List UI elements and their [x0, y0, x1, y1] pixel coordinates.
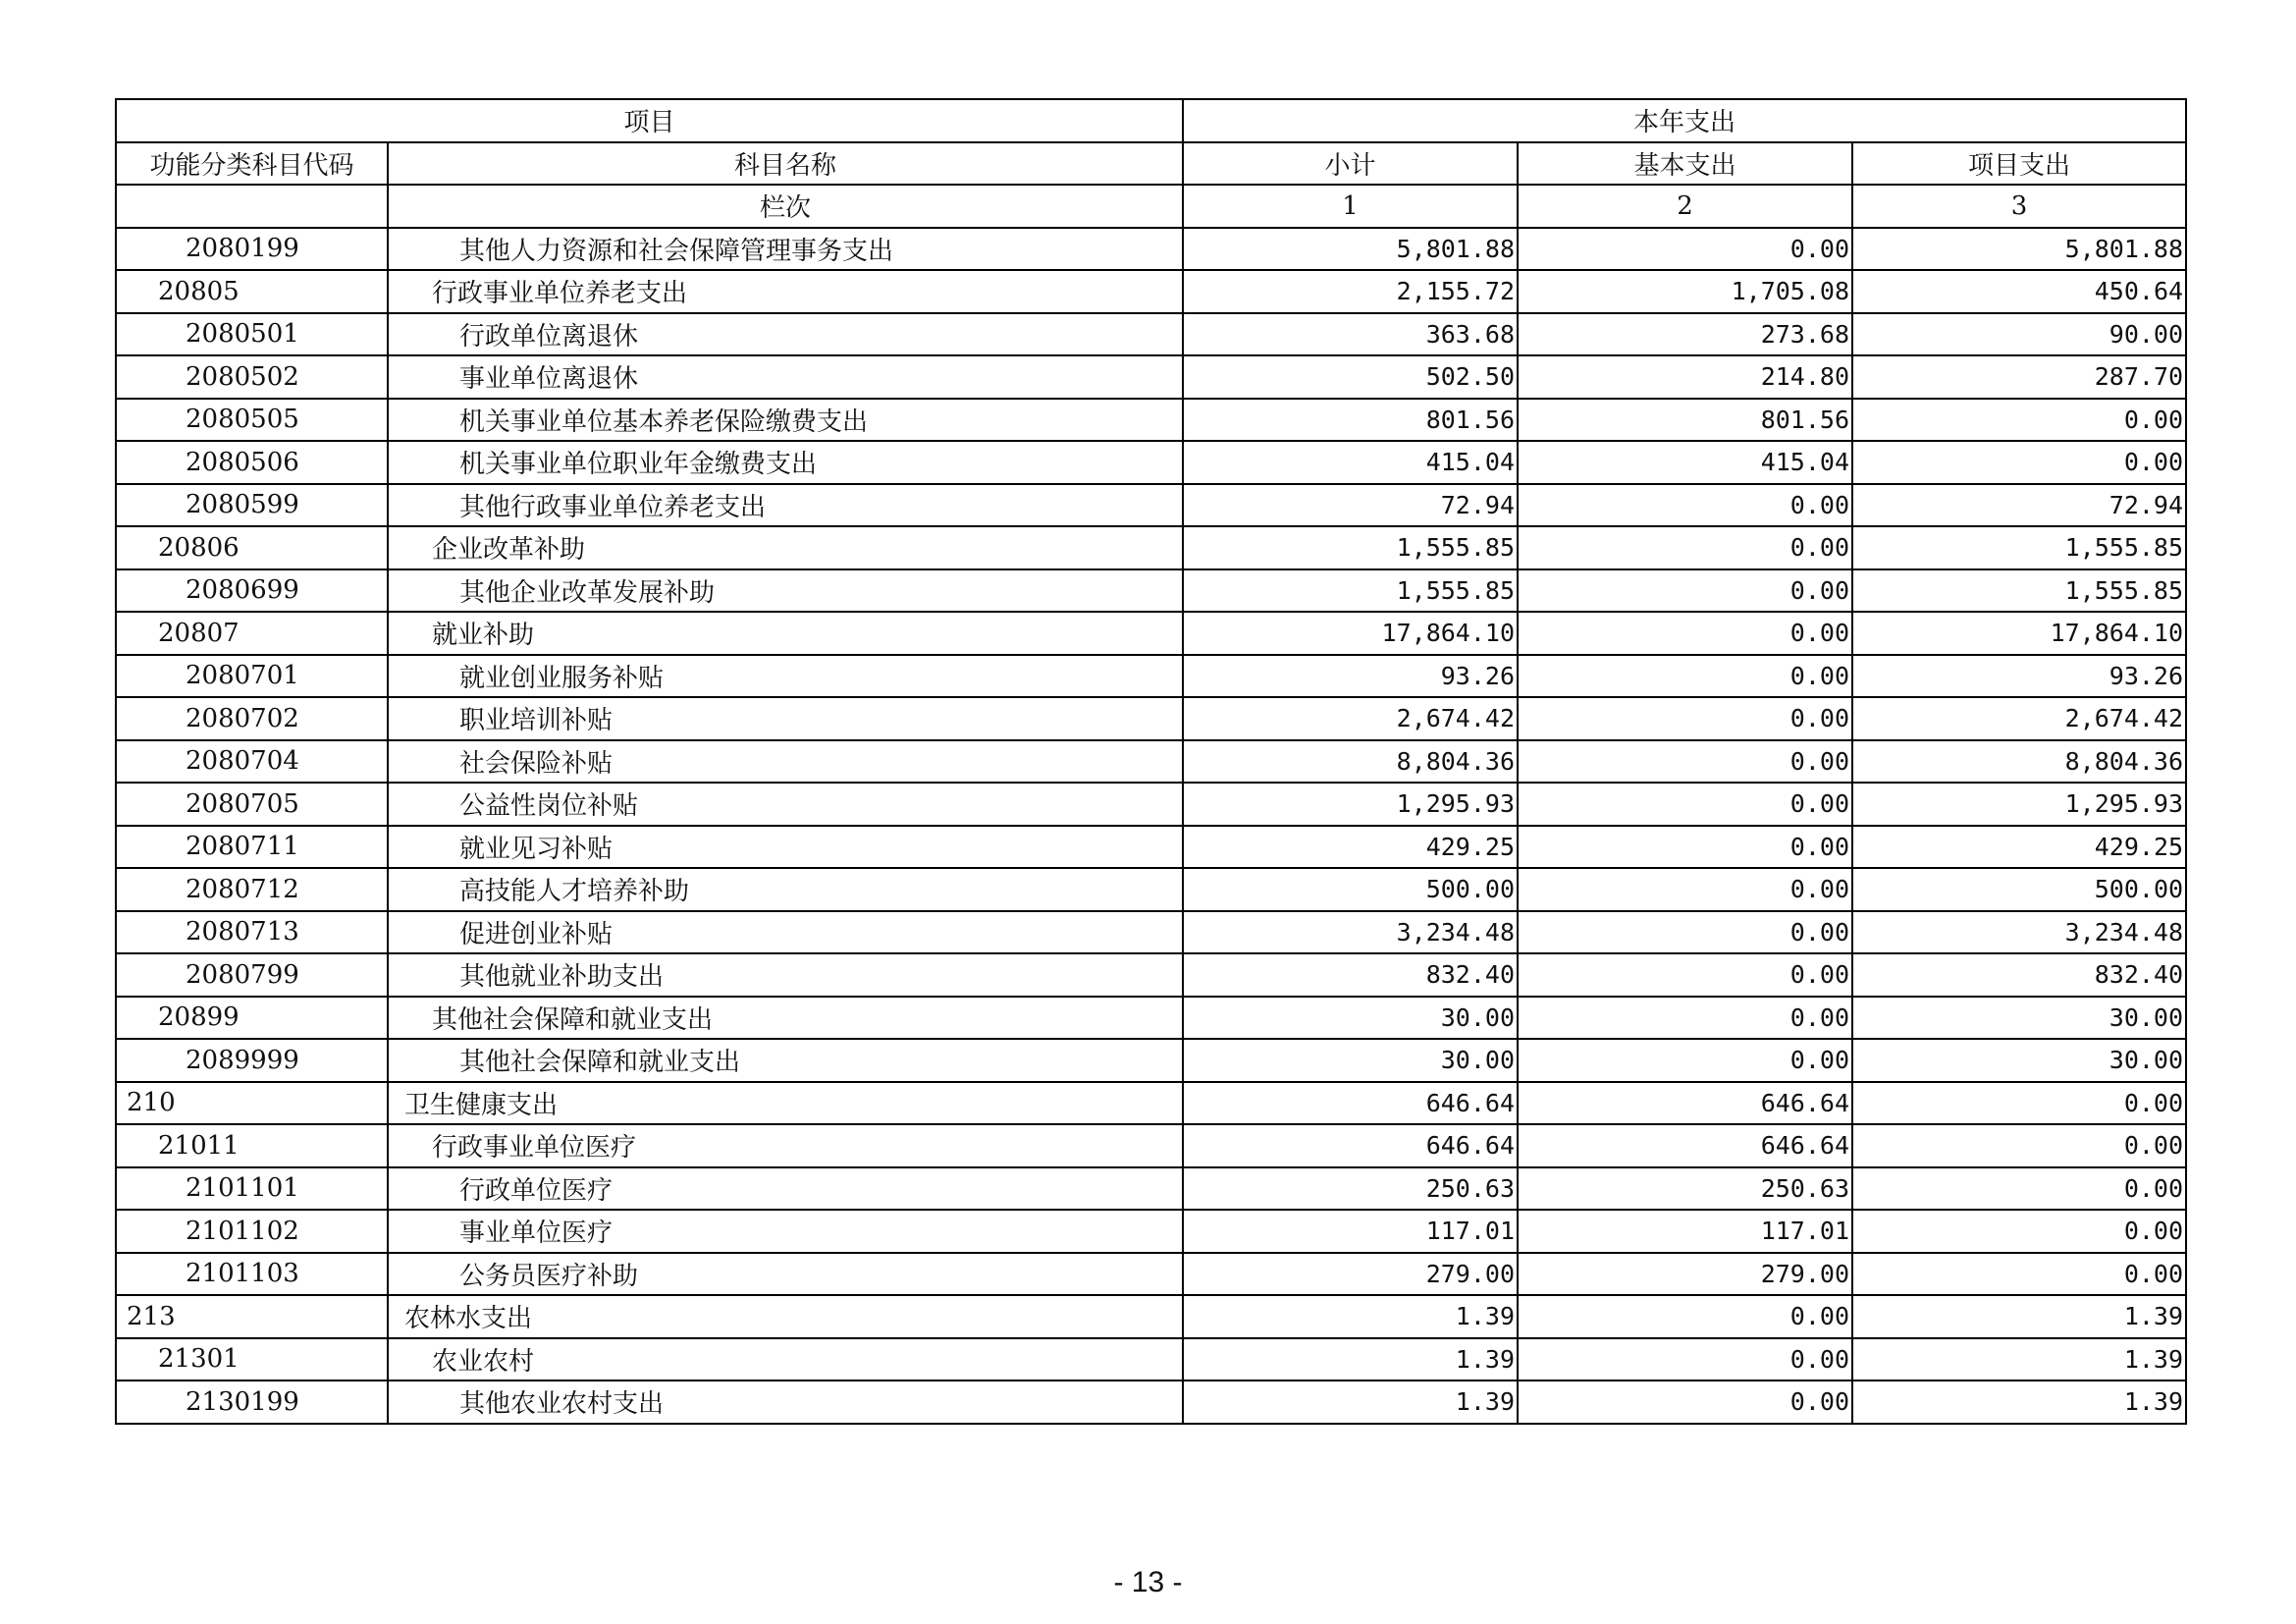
row-basic: 1,705.08 — [1518, 270, 1852, 313]
row-code: 2080799 — [116, 953, 388, 997]
row-name: 促进创业补贴 — [388, 911, 1183, 954]
header-col2: 2 — [1518, 185, 1852, 228]
row-basic: 117.01 — [1518, 1210, 1852, 1253]
table-row — [116, 1380, 2186, 1424]
row-subtotal: 2,674.42 — [1183, 697, 1518, 740]
header-basic: 基本支出 — [1518, 142, 1852, 186]
row-program: 0.00 — [1852, 1124, 2186, 1167]
row-code: 2080712 — [116, 868, 388, 911]
row-code: 20806 — [116, 526, 388, 569]
header-expense: 本年支出 — [1183, 99, 2186, 142]
row-code: 2080599 — [116, 484, 388, 527]
row-program: 3,234.48 — [1852, 911, 2186, 954]
row-name: 其他农业农村支出 — [388, 1380, 1183, 1424]
row-name: 其他就业补助支出 — [388, 953, 1183, 997]
row-code: 2080199 — [116, 228, 388, 271]
row-subtotal: 502.50 — [1183, 355, 1518, 399]
row-basic: 0.00 — [1518, 740, 1852, 784]
row-name: 行政单位离退休 — [388, 313, 1183, 356]
row-name: 高技能人才培养补助 — [388, 868, 1183, 911]
row-basic: 0.00 — [1518, 484, 1852, 527]
table-row — [116, 997, 2186, 1040]
table-row — [116, 1124, 2186, 1167]
table-row — [116, 1082, 2186, 1125]
row-program: 0.00 — [1852, 1167, 2186, 1211]
row-subtotal: 363.68 — [1183, 313, 1518, 356]
table-row — [116, 612, 2186, 655]
row-basic: 0.00 — [1518, 569, 1852, 613]
header-column-label: 栏次 — [388, 185, 1183, 228]
row-code: 210 — [116, 1082, 388, 1125]
row-name: 就业见习补贴 — [388, 826, 1183, 869]
table-row — [116, 228, 2186, 271]
row-subtotal: 17,864.10 — [1183, 612, 1518, 655]
table-row — [116, 911, 2186, 954]
row-name: 其他社会保障和就业支出 — [388, 997, 1183, 1040]
row-program: 0.00 — [1852, 1082, 2186, 1125]
row-basic: 415.04 — [1518, 441, 1852, 484]
row-name: 其他人力资源和社会保障管理事务支出 — [388, 228, 1183, 271]
row-basic: 0.00 — [1518, 1039, 1852, 1082]
row-program: 72.94 — [1852, 484, 2186, 527]
table-row — [116, 270, 2186, 313]
table-row — [116, 1338, 2186, 1381]
row-subtotal: 30.00 — [1183, 997, 1518, 1040]
table-row — [116, 655, 2186, 698]
row-basic: 0.00 — [1518, 526, 1852, 569]
row-program: 8,804.36 — [1852, 740, 2186, 784]
table-row — [116, 484, 2186, 527]
row-subtotal: 1,555.85 — [1183, 569, 1518, 613]
row-program: 0.00 — [1852, 441, 2186, 484]
table-row — [116, 526, 2186, 569]
row-basic: 0.00 — [1518, 868, 1852, 911]
row-code: 2080699 — [116, 569, 388, 613]
row-basic: 250.63 — [1518, 1167, 1852, 1211]
row-subtotal: 3,234.48 — [1183, 911, 1518, 954]
row-basic: 0.00 — [1518, 612, 1852, 655]
table-body — [116, 99, 2186, 1424]
row-program: 1,295.93 — [1852, 783, 2186, 826]
row-subtotal: 1.39 — [1183, 1338, 1518, 1381]
row-subtotal: 117.01 — [1183, 1210, 1518, 1253]
table-row — [116, 1039, 2186, 1082]
row-basic: 646.64 — [1518, 1124, 1852, 1167]
table-row — [116, 313, 2186, 356]
row-basic: 0.00 — [1518, 1380, 1852, 1424]
table-row — [116, 953, 2186, 997]
row-program: 0.00 — [1852, 1253, 2186, 1296]
row-code: 2080701 — [116, 655, 388, 698]
row-program: 90.00 — [1852, 313, 2186, 356]
row-code: 2101102 — [116, 1210, 388, 1253]
row-name: 其他企业改革发展补助 — [388, 569, 1183, 613]
row-name: 机关事业单位基本养老保险缴费支出 — [388, 399, 1183, 442]
row-name: 事业单位离退休 — [388, 355, 1183, 399]
row-subtotal: 279.00 — [1183, 1253, 1518, 1296]
row-name: 就业补助 — [388, 612, 1183, 655]
row-subtotal: 2,155.72 — [1183, 270, 1518, 313]
table-row — [116, 1167, 2186, 1211]
table-row — [116, 783, 2186, 826]
row-name: 事业单位医疗 — [388, 1210, 1183, 1253]
row-basic: 273.68 — [1518, 313, 1852, 356]
row-subtotal: 30.00 — [1183, 1039, 1518, 1082]
header-row-2 — [116, 142, 2186, 186]
row-basic: 0.00 — [1518, 228, 1852, 271]
row-program: 1,555.85 — [1852, 569, 2186, 613]
row-subtotal: 93.26 — [1183, 655, 1518, 698]
row-subtotal: 1,555.85 — [1183, 526, 1518, 569]
row-basic: 801.56 — [1518, 399, 1852, 442]
row-name: 农林水支出 — [388, 1295, 1183, 1338]
row-name: 企业改革补助 — [388, 526, 1183, 569]
row-code: 2089999 — [116, 1039, 388, 1082]
row-code: 21301 — [116, 1338, 388, 1381]
row-code: 20807 — [116, 612, 388, 655]
page-number: - 13 - — [1113, 1566, 1183, 1598]
table-row — [116, 441, 2186, 484]
row-code: 2080502 — [116, 355, 388, 399]
header-code: 功能分类科目代码 — [116, 142, 388, 186]
table-row — [116, 868, 2186, 911]
row-program: 2,674.42 — [1852, 697, 2186, 740]
table-row — [116, 1253, 2186, 1296]
row-basic: 0.00 — [1518, 655, 1852, 698]
table-row — [116, 826, 2186, 869]
table-row — [116, 569, 2186, 613]
row-program: 0.00 — [1852, 1210, 2186, 1253]
row-program: 500.00 — [1852, 868, 2186, 911]
row-program: 832.40 — [1852, 953, 2186, 997]
row-program: 5,801.88 — [1852, 228, 2186, 271]
row-program: 93.26 — [1852, 655, 2186, 698]
header-col1: 1 — [1183, 185, 1518, 228]
row-program: 1.39 — [1852, 1338, 2186, 1381]
row-subtotal: 1.39 — [1183, 1295, 1518, 1338]
row-code: 2080711 — [116, 826, 388, 869]
row-subtotal: 72.94 — [1183, 484, 1518, 527]
header-program: 项目支出 — [1852, 142, 2186, 186]
row-subtotal: 832.40 — [1183, 953, 1518, 997]
row-subtotal: 646.64 — [1183, 1124, 1518, 1167]
row-code: 2101101 — [116, 1167, 388, 1211]
row-subtotal: 500.00 — [1183, 868, 1518, 911]
row-basic: 646.64 — [1518, 1082, 1852, 1125]
row-name: 公务员医疗补助 — [388, 1253, 1183, 1296]
header-subtotal: 小计 — [1183, 142, 1518, 186]
header-row-3 — [116, 185, 2186, 228]
row-code: 20805 — [116, 270, 388, 313]
row-program: 0.00 — [1852, 399, 2186, 442]
table-row — [116, 740, 2186, 784]
header-col3: 3 — [1852, 185, 2186, 228]
row-name: 其他社会保障和就业支出 — [388, 1039, 1183, 1082]
expenditure-table — [115, 98, 2187, 1425]
header-name: 科目名称 — [388, 142, 1183, 186]
row-program: 1.39 — [1852, 1380, 2186, 1424]
row-name: 职业培训补贴 — [388, 697, 1183, 740]
table-row — [116, 1210, 2186, 1253]
row-basic: 0.00 — [1518, 783, 1852, 826]
row-subtotal: 415.04 — [1183, 441, 1518, 484]
row-basic: 0.00 — [1518, 953, 1852, 997]
row-subtotal: 1,295.93 — [1183, 783, 1518, 826]
row-basic: 214.80 — [1518, 355, 1852, 399]
row-subtotal: 429.25 — [1183, 826, 1518, 869]
table-row — [116, 1295, 2186, 1338]
row-program: 17,864.10 — [1852, 612, 2186, 655]
row-program: 30.00 — [1852, 997, 2186, 1040]
row-name: 农业农村 — [388, 1338, 1183, 1381]
header-blank-cell — [116, 185, 388, 228]
row-basic: 0.00 — [1518, 697, 1852, 740]
row-program: 1.39 — [1852, 1295, 2186, 1338]
row-subtotal: 1.39 — [1183, 1380, 1518, 1424]
row-name: 其他行政事业单位养老支出 — [388, 484, 1183, 527]
row-subtotal: 5,801.88 — [1183, 228, 1518, 271]
row-basic: 0.00 — [1518, 911, 1852, 954]
row-code: 2080501 — [116, 313, 388, 356]
header-row-1 — [116, 99, 2186, 142]
row-basic: 0.00 — [1518, 826, 1852, 869]
row-code: 2101103 — [116, 1253, 388, 1296]
row-code: 2080704 — [116, 740, 388, 784]
row-name: 行政单位医疗 — [388, 1167, 1183, 1211]
row-basic: 0.00 — [1518, 1338, 1852, 1381]
row-subtotal: 801.56 — [1183, 399, 1518, 442]
row-name: 卫生健康支出 — [388, 1082, 1183, 1125]
row-program: 450.64 — [1852, 270, 2186, 313]
row-code: 2080713 — [116, 911, 388, 954]
table-row — [116, 355, 2186, 399]
row-code: 2080702 — [116, 697, 388, 740]
row-code: 2130199 — [116, 1380, 388, 1424]
row-program: 429.25 — [1852, 826, 2186, 869]
row-name: 就业创业服务补贴 — [388, 655, 1183, 698]
row-program: 30.00 — [1852, 1039, 2186, 1082]
row-code: 20899 — [116, 997, 388, 1040]
row-basic: 279.00 — [1518, 1253, 1852, 1296]
row-basic: 0.00 — [1518, 1295, 1852, 1338]
row-name: 行政事业单位养老支出 — [388, 270, 1183, 313]
row-code: 2080705 — [116, 783, 388, 826]
row-name: 行政事业单位医疗 — [388, 1124, 1183, 1167]
row-subtotal: 8,804.36 — [1183, 740, 1518, 784]
row-subtotal: 250.63 — [1183, 1167, 1518, 1211]
row-program: 1,555.85 — [1852, 526, 2186, 569]
row-name: 社会保险补贴 — [388, 740, 1183, 784]
row-program: 287.70 — [1852, 355, 2186, 399]
header-project: 项目 — [116, 99, 1183, 142]
row-subtotal: 646.64 — [1183, 1082, 1518, 1125]
table-row — [116, 399, 2186, 442]
row-code: 21011 — [116, 1124, 388, 1167]
row-basic: 0.00 — [1518, 997, 1852, 1040]
row-name: 机关事业单位职业年金缴费支出 — [388, 441, 1183, 484]
row-code: 213 — [116, 1295, 388, 1338]
row-code: 2080505 — [116, 399, 388, 442]
row-code: 2080506 — [116, 441, 388, 484]
row-name: 公益性岗位补贴 — [388, 783, 1183, 826]
table-row — [116, 697, 2186, 740]
